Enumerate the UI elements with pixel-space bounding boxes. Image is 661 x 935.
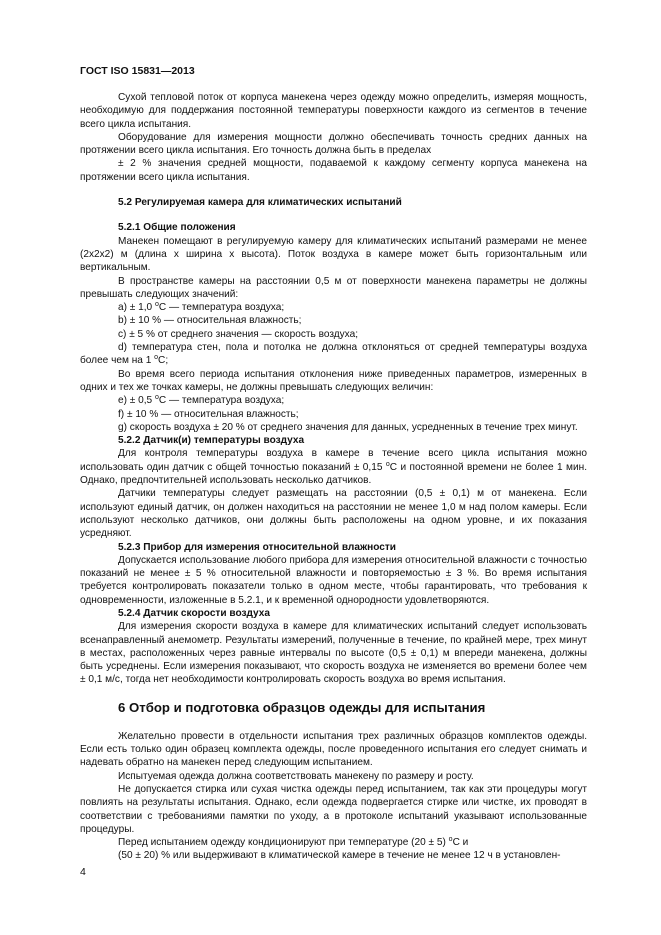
list-item: b) ± 10 % — относительная влажность;	[118, 315, 302, 327]
list-item: g) скорость воздуха ± 20 % от среднего значения для данных, усредненных в течение трех минут.	[118, 421, 578, 433]
page-number: 4	[80, 866, 86, 878]
paragraph: Манекен помещают в регулируемую камеру для климатических испытаний размерами не менее (2х2х2) м (длина х ширина х высота). Поток воздуха в камере может быть горизонтальным или вертикальным.	[80, 235, 587, 274]
paragraph: В пространстве камеры на расстоянии 0,5 м от поверхности манекена параметры не должны превышать следующих значений:	[80, 275, 587, 300]
paragraph: Для контроля температуры воздуха в камере в течение всего цикла испытания можно использовать один датчик с общей точностью показаний ± 0,15 $^о$С и постоянной времени не более 1 мин. Однако, предпочтительней использовать несколько датчиков.	[80, 448, 587, 487]
subsection-heading-5-2-1: 5.2.1 Общие положения	[118, 222, 236, 234]
list-item: d) температура стен, пола и потолка не должна отклоняться от средней температуры воздуха более чем на 1 $^о$С;	[80, 342, 587, 367]
section-heading-6: 6 Отбор и подготовка образцов одежды для испытания	[118, 699, 486, 715]
paragraph: Перед испытанием одежду кондиционируют при температуре (20 ± 5) $^о$С и	[118, 836, 469, 849]
subsection-heading-5-2-2: 5.2.2 Датчик(и) температуры воздуха	[118, 435, 305, 447]
list-item: с) ± 5 % от среднего значения — скорость воздуха;	[118, 328, 359, 340]
paragraph: Для измерения скорости воздуха в камере для климатических испытаний следует использовать всенаправленный анемометр. Результаты измерений, полученные в течение, по крайней мере, трех минут в местах, расположенных через равные интервалы по высоте (0,5 ± 0,1) м впереди манекена, должны быть усреднены. Если измерения показывают, что скорость воздуха не изменяется во времени более чем ± 0,1 м/с, тогда нет необходимости контролировать скорость воздуха во время испытания.	[80, 621, 587, 686]
paragraph: Сухой тепловой поток от корпуса манекена через одежду можно определить, измеряя мощность, необходимую для поддержания постоянной температуры поверхности каждого из сегментов в течение всего цикла испытания.	[80, 92, 587, 130]
document-body	[80, 91, 587, 863]
subsection-heading-5-2-3: 5.2.3 Прибор для измерения относительной влажности	[118, 541, 396, 553]
list-item: е) ± 0,5 $^о$С — температура воздуха;	[118, 394, 285, 407]
paragraph: Испытуемая одежда должна соответствовать манекену по размеру и росту.	[118, 770, 474, 782]
paragraph: Во время всего периода испытания отклонения ниже приведенных параметров, измеренных в одних и тех же точках камеры, не должны превышать следующих величин:	[80, 368, 587, 393]
standard-header: ГОСТ ISO 15831—2013	[80, 65, 195, 77]
section-heading-5-2: 5.2 Регулируемая камера для климатических испытаний	[118, 197, 402, 209]
paragraph: Оборудование для измерения мощности должно обеспечивать точность средних данных на протяжении всего цикла испытания. Его точность должна быть в пределах	[80, 131, 587, 157]
paragraph: Допускается использование любого прибора для измерения относительной влажности с точностью показаний не менее ± 5 % относительной влажности и повторяемостью ± 3 %. Во время испытания требуется контролировать показатели только в одном месте, чтобы гарантировать, что требования к одновременности, изложенные в 5.2.1, и к временной однородности удовлетворяются.	[80, 554, 587, 606]
paragraph: Желательно провести в отдельности испытания трех различных образцов комплектов одежды. Если есть только один образец комплекта одежды, после проведенного испытания его следует снимать и надевать обратно на манекен перед следующим испытанием.	[80, 730, 587, 769]
list-item: а) ± 1,0 $^о$С — температура воздуха;	[118, 301, 285, 314]
list-item: f) ± 10 % — относительная влажность;	[118, 408, 299, 420]
paragraph: (50 ± 20) % или выдерживают в климатической камере в течение не менее 12 ч в установлен-	[118, 850, 561, 862]
paragraph: ± 2 % значения средней мощности, подаваемой к каждому сегменту корпуса манекена на протяжении всего цикла испытания.	[80, 158, 587, 183]
subsection-heading-5-2-4: 5.2.4 Датчик скорости воздуха	[118, 607, 271, 619]
paragraph: Не допускается стирка или сухая чистка одежды перед испытанием, так как эти процедуры могут повлиять на результаты испытания. Однако, если одежда подвергается стирке или чистке, их проводят в соответствии с требованиями памятки по уходу, а в протоколе испытаний указывают использованные процедуры.	[80, 783, 587, 835]
paragraph: Датчики температуры следует размещать на расстоянии (0,5 ± 0,1) м от манекена. Если используют единый датчик, он должен находиться на расстоянии не менее 1,0 м над полом камеры. Если используют несколько датчиков, они должны быть расположены на одном уровне, и их показания усредняют.	[80, 488, 587, 540]
